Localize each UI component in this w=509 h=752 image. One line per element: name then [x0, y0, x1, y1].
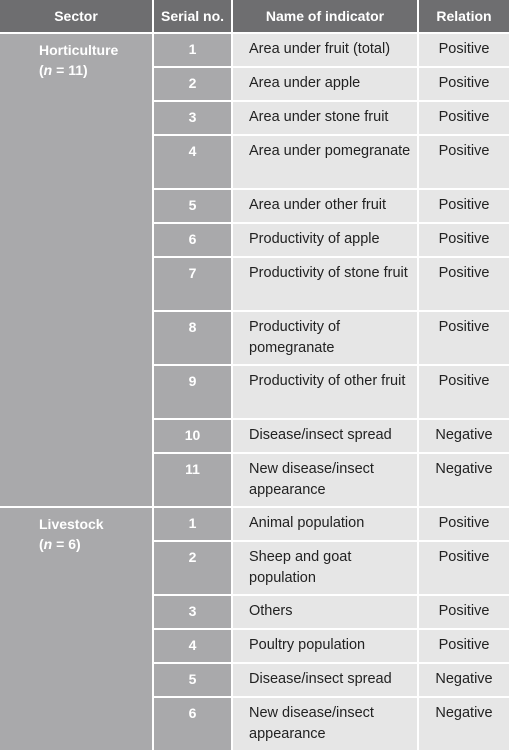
relation-cell: Positive [418, 101, 509, 135]
indicator-name-cell: Area under other fruit [232, 189, 418, 223]
relation-cell: Positive [418, 67, 509, 101]
relation-cell: Positive [418, 33, 509, 67]
sector-cell [0, 33, 153, 507]
relation-cell: Positive [418, 311, 509, 365]
sector-name: Livestock [39, 516, 104, 532]
relation-cell: Negative [418, 663, 509, 697]
header-relation: Relation [418, 0, 509, 33]
serial-cell: 2 [153, 541, 232, 595]
serial-cell: 3 [153, 595, 232, 629]
relation-cell: Positive [418, 365, 509, 419]
table-row [0, 507, 509, 541]
serial-cell: 10 [153, 419, 232, 453]
relation-cell: Negative [418, 697, 509, 751]
serial-cell: 5 [153, 189, 232, 223]
relation-cell: Negative [418, 419, 509, 453]
relation-cell: Negative [418, 453, 509, 507]
sector-count-open-paren: ( [39, 62, 44, 78]
relation-cell: Positive [418, 189, 509, 223]
header-serial: Serial no. [153, 0, 232, 33]
relation-cell: Positive [418, 541, 509, 595]
serial-cell: 6 [153, 697, 232, 751]
indicator-name-cell: Area under pomegranate [232, 135, 418, 189]
serial-cell: 2 [153, 67, 232, 101]
serial-cell: 5 [153, 663, 232, 697]
header-sector: Sector [0, 0, 153, 33]
serial-cell: 7 [153, 257, 232, 311]
table-body [0, 33, 509, 751]
relation-cell: Positive [418, 595, 509, 629]
indicator-name-cell: Others [232, 595, 418, 629]
serial-cell: 11 [153, 453, 232, 507]
serial-cell: 1 [153, 33, 232, 67]
serial-cell: 8 [153, 311, 232, 365]
sector-count-value: = 11) [52, 62, 88, 78]
relation-cell: Positive [418, 629, 509, 663]
serial-cell: 3 [153, 101, 232, 135]
sector-count-value: = 6) [52, 536, 81, 552]
header-name: Name of indicator [232, 0, 418, 33]
sector-cell [0, 507, 153, 751]
sector-count-label: n [43, 536, 53, 552]
serial-cell: 9 [153, 365, 232, 419]
header-row [0, 0, 509, 33]
relation-cell: Positive [418, 223, 509, 257]
indicator-name-cell: Disease/insect spread [232, 663, 418, 697]
relation-cell: Positive [418, 135, 509, 189]
serial-cell: 1 [153, 507, 232, 541]
indicator-name-cell: New disease/insect appearance [232, 697, 418, 751]
indicator-name-cell: Area under stone fruit [232, 101, 418, 135]
indicator-name-cell: Animal population [232, 507, 418, 541]
table-row [0, 33, 509, 67]
indicator-name-cell: Sheep and goat population [232, 541, 418, 595]
relation-cell: Positive [418, 507, 509, 541]
indicator-name-cell: New disease/insect appearance [232, 453, 418, 507]
indicator-name-cell: Area under fruit (total) [232, 33, 418, 67]
relation-cell: Positive [418, 257, 509, 311]
indicator-name-cell: Productivity of pomegranate [232, 311, 418, 365]
serial-cell: 4 [153, 629, 232, 663]
indicator-name-cell: Poultry population [232, 629, 418, 663]
sector-count-open-paren: ( [39, 536, 44, 552]
serial-cell: 6 [153, 223, 232, 257]
indicator-name-cell: Productivity of other fruit [232, 365, 418, 419]
indicator-name-cell: Disease/insect spread [232, 419, 418, 453]
sector-name: Horticulture [39, 42, 119, 58]
indicator-name-cell: Area under apple [232, 67, 418, 101]
indicator-name-cell: Productivity of apple [232, 223, 418, 257]
indicator-name-cell: Productivity of stone fruit [232, 257, 418, 311]
sector-count-label: n [43, 62, 53, 78]
serial-cell: 4 [153, 135, 232, 189]
